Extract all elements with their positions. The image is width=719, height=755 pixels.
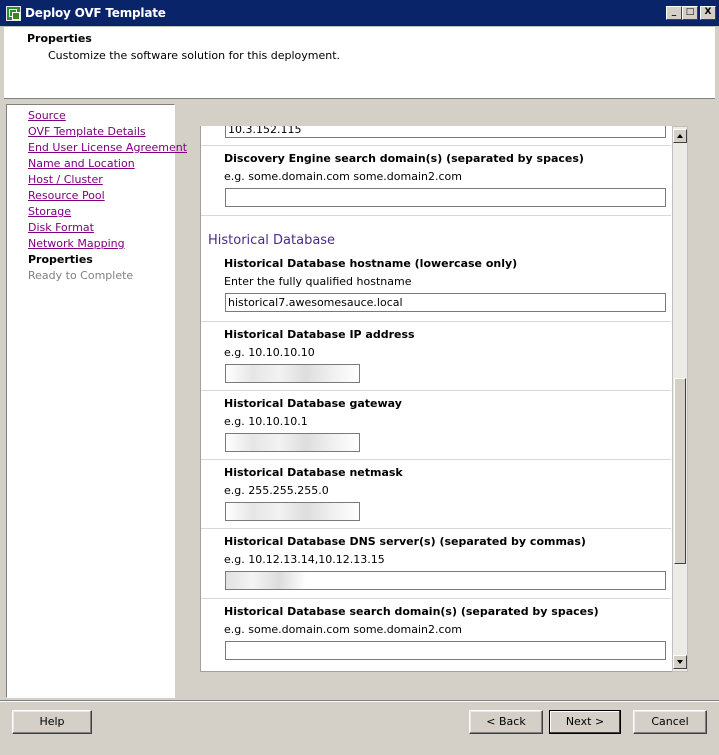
nav-item-properties: Properties	[28, 253, 93, 266]
nav-item-eula[interactable]: End User License Agreement	[28, 141, 188, 154]
nav-item-ovf-template-details[interactable]: OVF Template Details	[28, 125, 146, 138]
wizard-steps-nav	[6, 104, 188, 698]
nav-item-name-location[interactable]: Name and Location	[28, 157, 135, 170]
section-title: Historical Database	[208, 233, 336, 248]
properties-scroll-area[interactable]	[200, 126, 672, 672]
netmask-input[interactable]	[225, 502, 360, 521]
search-domains-hint: e.g. some.domain.com some.domain2.com	[224, 623, 462, 636]
netmask-hint: e.g. 255.255.255.0	[224, 484, 329, 497]
vsphere-app-icon	[6, 6, 21, 21]
dns-label: Historical Database DNS server(s) (separated by commas)	[224, 535, 586, 548]
netmask-field	[201, 460, 671, 529]
dns-field	[201, 529, 671, 599]
nav-item-ready-to-complete: Ready to Complete	[28, 269, 134, 282]
hostname-hint: Enter the fully qualified hostname	[224, 275, 412, 288]
ip-label: Historical Database IP address	[224, 328, 415, 341]
discovery-search-label: Discovery Engine search domain(s) (separated by spaces)	[224, 152, 584, 165]
gateway-hint: e.g. 10.10.10.1	[224, 415, 308, 428]
nav-item-disk-format[interactable]: Disk Format	[28, 221, 94, 234]
discovery-search-field	[201, 146, 671, 216]
minimize-button[interactable]: _	[666, 6, 682, 20]
dns-redacted-value	[226, 572, 306, 589]
dns-input[interactable]	[225, 571, 666, 590]
title-bar	[0, 0, 719, 27]
nav-item-storage[interactable]: Storage	[28, 205, 72, 218]
search-domains-field	[201, 599, 671, 672]
nav-item-resource-pool[interactable]: Resource Pool	[28, 189, 105, 202]
nav-item-host-cluster[interactable]: Host / Cluster	[28, 173, 103, 186]
scroll-down-button[interactable]	[673, 655, 687, 669]
scroll-thumb[interactable]	[674, 378, 686, 564]
cancel-button[interactable]: Cancel	[633, 710, 707, 734]
search-domains-label: Historical Database search domain(s) (separated by spaces)	[224, 605, 599, 618]
partial-value-input[interactable]: 10.3.152.115	[225, 126, 666, 138]
vertical-scrollbar[interactable]	[672, 126, 688, 672]
page-title: Properties	[27, 32, 92, 45]
next-button[interactable]: Next >	[549, 710, 621, 734]
hostname-input[interactable]: historical7.awesomesauce.local	[225, 293, 666, 312]
maximize-button[interactable]: □	[682, 6, 698, 20]
nav-item-source[interactable]: Source	[28, 109, 66, 122]
hostname-label: Historical Database hostname (lowercase only)	[224, 257, 518, 270]
discovery-search-hint: e.g. some.domain.com some.domain2.com	[224, 170, 462, 183]
wizard-header	[4, 27, 715, 99]
nav-item-network-mapping[interactable]: Network Mapping	[28, 237, 125, 250]
window-title: Deploy OVF Template	[25, 6, 166, 20]
gateway-input[interactable]	[225, 433, 360, 452]
search-domains-input[interactable]	[225, 641, 666, 660]
footer-divider	[0, 700, 719, 702]
scroll-up-button[interactable]	[673, 129, 687, 143]
ip-field	[201, 322, 671, 391]
discovery-search-input[interactable]	[225, 188, 666, 207]
ip-hint: e.g. 10.10.10.10	[224, 346, 315, 359]
help-button[interactable]: Help	[12, 710, 92, 734]
gateway-label: Historical Database gateway	[224, 397, 402, 410]
netmask-label: Historical Database netmask	[224, 466, 403, 479]
page-subtitle: Customize the software solution for this deployment.	[48, 49, 341, 62]
gateway-field	[201, 391, 671, 460]
dns-hint: e.g. 10.12.13.14,10.12.13.15	[224, 553, 385, 566]
close-button[interactable]: X	[700, 6, 716, 20]
ip-input[interactable]	[225, 364, 360, 383]
partial-field	[201, 126, 671, 146]
back-button[interactable]: < Back	[469, 710, 543, 734]
hostname-field	[201, 251, 671, 322]
